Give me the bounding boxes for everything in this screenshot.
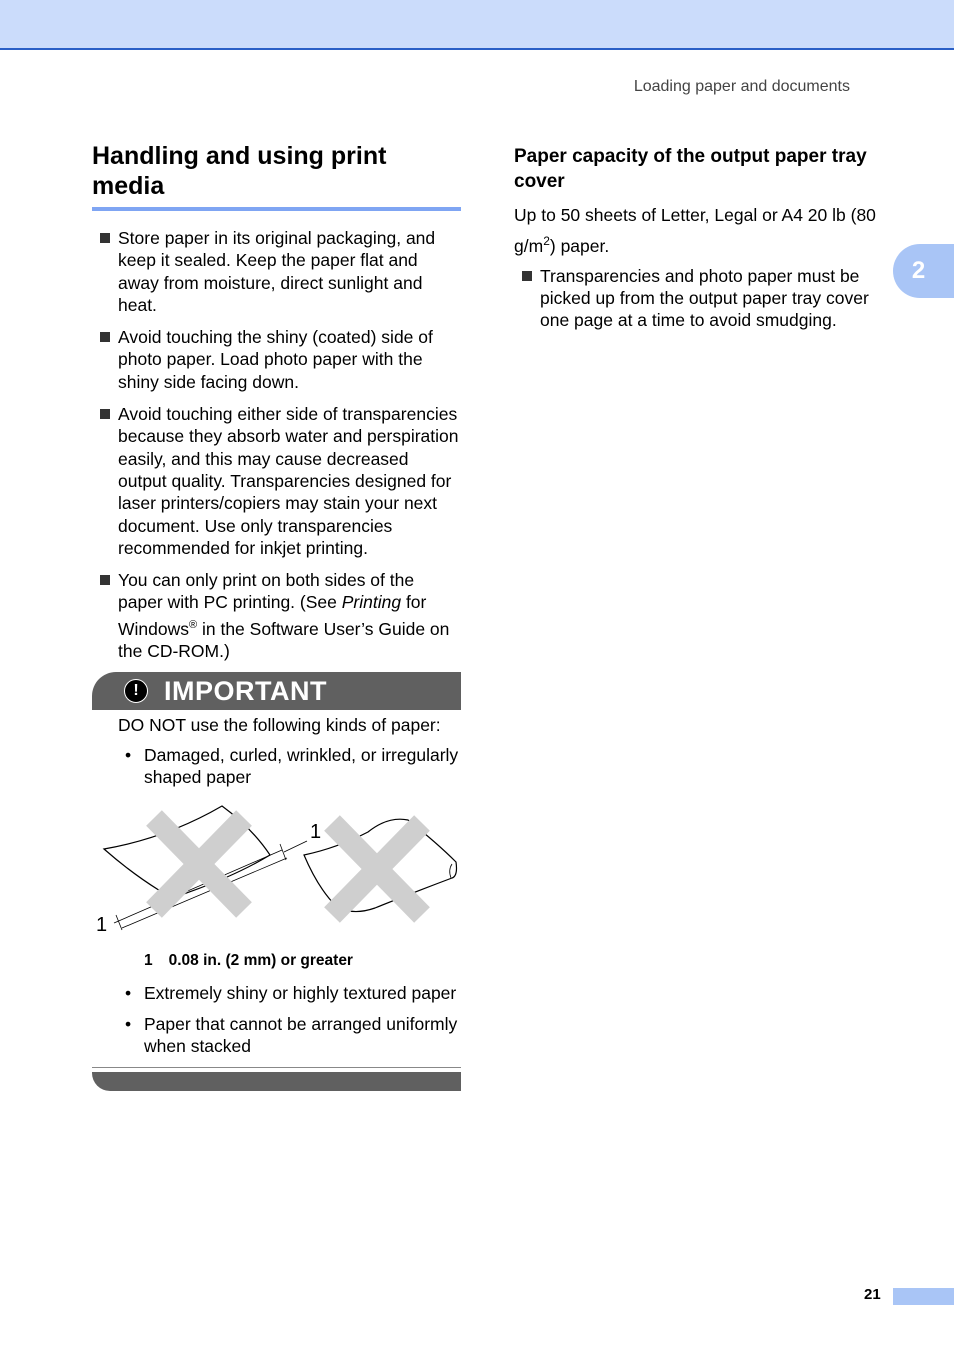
figure-caption: 1 0.08 in. (2 mm) or greater <box>144 951 353 969</box>
running-header: Loading paper and documents <box>633 78 850 95</box>
important-body <box>92 714 461 1057</box>
forbidden-paper-list <box>118 744 461 789</box>
callout-right: 1 <box>310 820 322 843</box>
list-item: • Damaged, curled, wrinkled, or irregularly shaped paper <box>125 745 459 788</box>
exclamation-icon: ! <box>124 679 148 703</box>
callout-left: 1 <box>96 913 108 936</box>
left-column <box>92 141 461 1091</box>
important-intro: DO NOT use the following kinds of paper: <box>118 715 441 736</box>
square-bullet-icon <box>100 409 110 419</box>
chapter-tab: 2 <box>893 244 954 298</box>
square-bullet-icon <box>522 271 532 281</box>
square-bullet-icon <box>100 233 110 243</box>
capacity-paragraph: Up to 50 sheets of Letter, Legal or A4 20 lb (80 $g/m^2$) paper. <box>514 205 876 256</box>
list-item: • Extremely shiny or highly textured paper <box>125 982 457 1003</box>
list-item: Transparencies and photo paper must be picked up from the output paper tray cover one page at a time to avoid smudging. <box>514 265 894 332</box>
important-end <box>92 1067 461 1091</box>
forbidden-paper-list-continued <box>118 982 461 1058</box>
list-item: You can only print on both sides of the paper with PC printing. (See Printing for Windows® in the Software User’s Guide on the CD-ROM.) <box>92 569 461 662</box>
important-banner <box>92 672 461 710</box>
list-item: • Paper that cannot be arranged uniformly when stacked <box>125 1014 458 1057</box>
page-tab <box>893 1288 954 1305</box>
square-bullet-icon <box>100 332 110 342</box>
important-end-bar <box>92 1072 461 1091</box>
curled-paper-illustration <box>92 798 461 948</box>
list-item: Avoid touching the shiny (coated) side of photo paper. Load photo paper with the shiny side facing down. <box>92 326 461 393</box>
reference-printing: Printing <box>341 592 402 613</box>
output-tray-list <box>514 265 894 332</box>
subsection-title: Paper capacity of the output paper tray cover <box>514 146 867 192</box>
top-band <box>0 0 954 50</box>
right-column <box>514 144 894 342</box>
important-label: IMPORTANT <box>164 675 327 706</box>
list-item: Avoid touching either side of transparencies because they absorb water and perspiration easily, and this may cause decreased output quality. Transparencies designed for laser printers/copiers may stain your next document. Use only transparencies recommended for inkjet printing. <box>92 403 461 559</box>
square-bullet-icon <box>100 575 110 585</box>
page-number: 21 <box>864 1286 881 1303</box>
handling-list <box>92 227 461 662</box>
list-item: Store paper in its original packaging, and keep it sealed. Keep the paper flat and away from moisture, direct sunlight and heat. <box>92 227 461 316</box>
curled-paper-figure <box>92 798 461 948</box>
section-title: Handling and using print media <box>92 141 461 211</box>
